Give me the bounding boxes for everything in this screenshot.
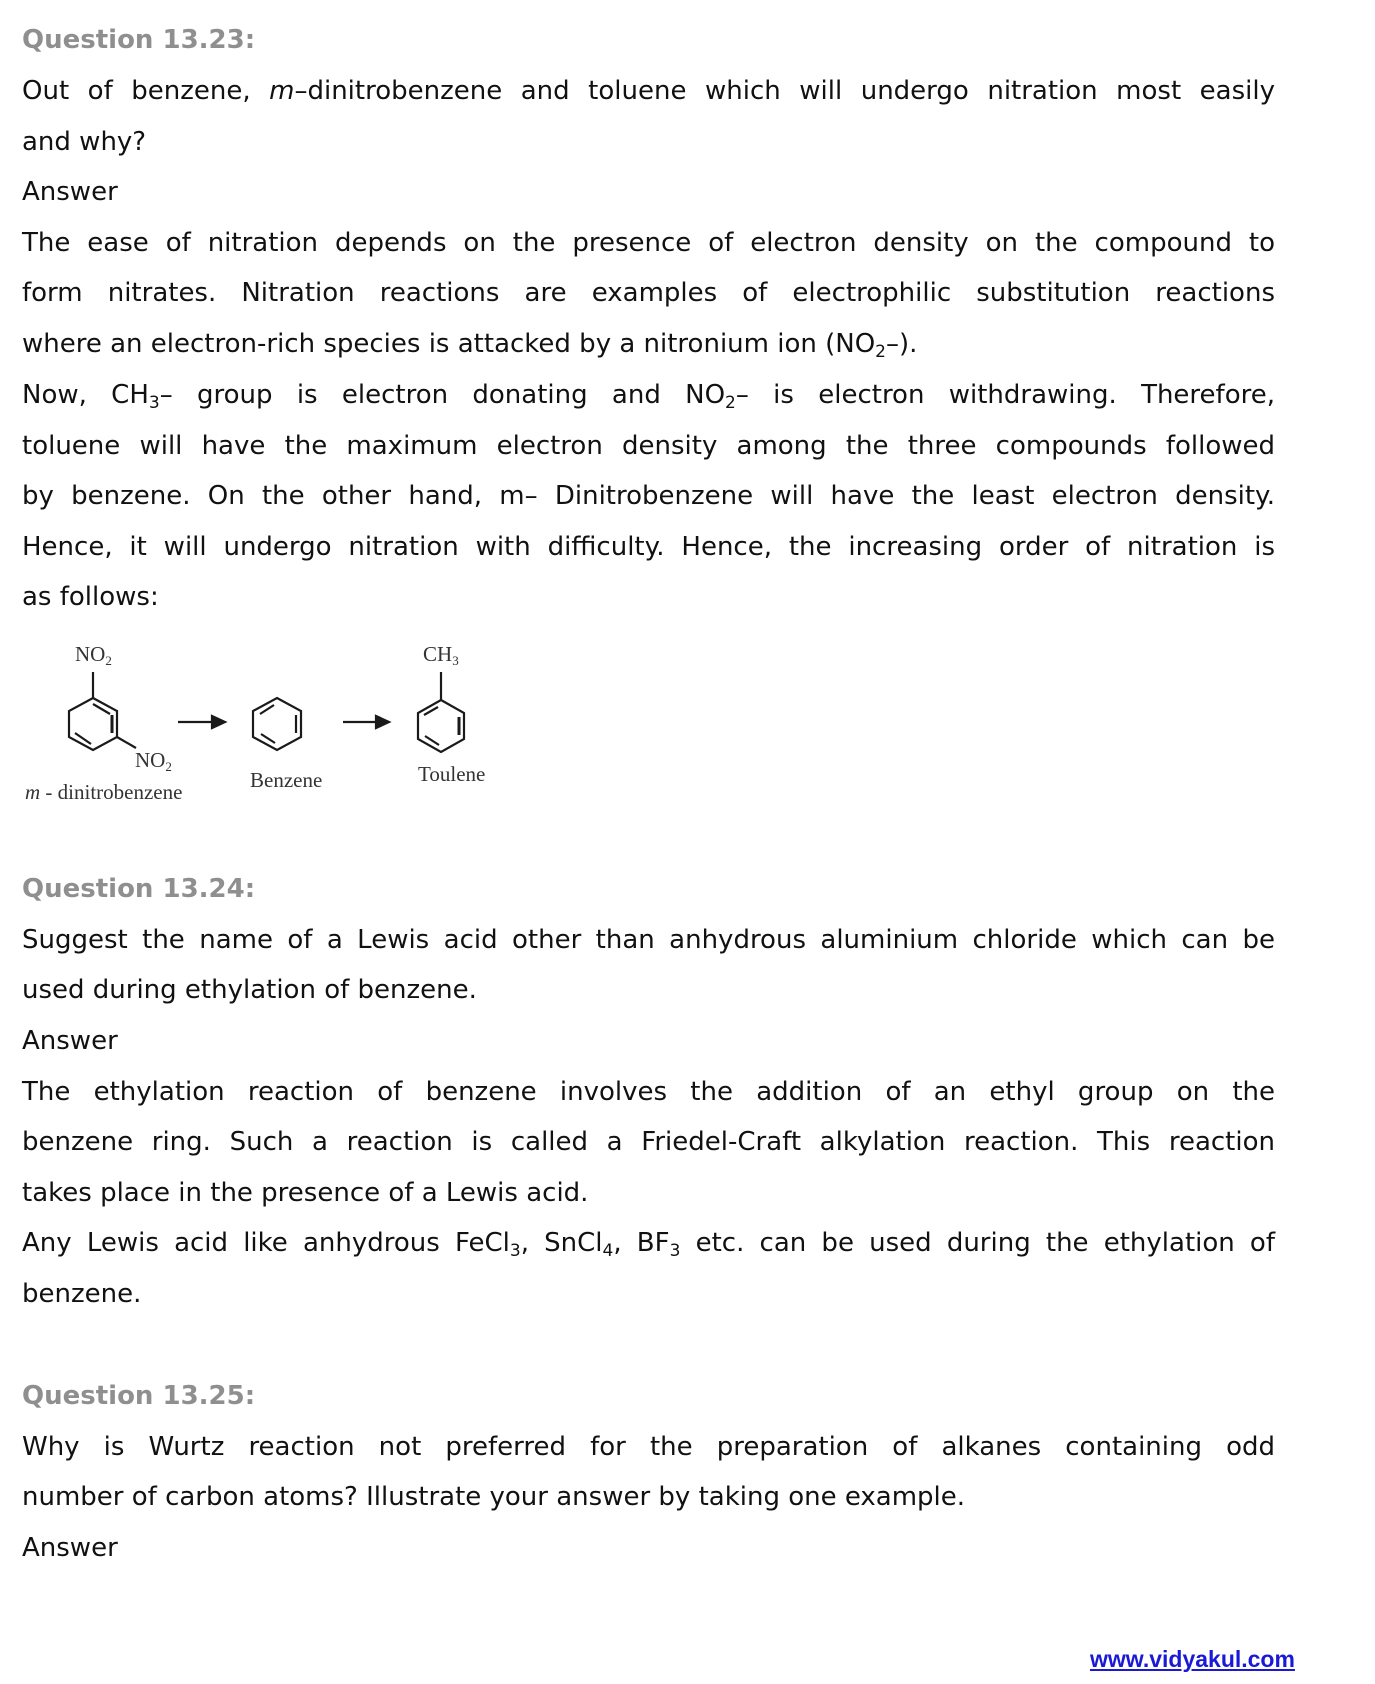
substituent-no2-meta	[135, 748, 172, 773]
answer-text: takes place in the presence of a Lewis acid.	[22, 1178, 589, 1208]
answer-text: benzene ring. Such a reaction is called a Friedel-Craft alkylation reaction. This reaction	[22, 1127, 1275, 1157]
answer-label: Answer	[22, 177, 118, 207]
answer-text	[22, 1227, 1275, 1259]
subscript: 2	[725, 393, 736, 413]
answer-text	[22, 328, 1275, 360]
italic-text: m	[269, 76, 295, 106]
question-text: Why is Wurtz reaction not preferred for the preparation of alkanes containing odd	[22, 1432, 1275, 1462]
subscript: 3	[509, 1241, 521, 1261]
answer-text: by benzene. On the other hand, m– Dinitrobenzene will have the least electron density.	[22, 481, 1275, 511]
answer-label: Answer	[22, 1026, 118, 1056]
text-segment: etc. can be used during the ethylation of	[680, 1228, 1275, 1258]
question-text: number of carbon atoms? Illustrate your answer by taking one example.	[22, 1482, 966, 1512]
subscript: 2	[875, 342, 886, 362]
text-segment: Now, CH	[22, 380, 149, 410]
m-dinitrobenzene-ring	[69, 672, 136, 750]
formula-text: CH	[423, 642, 453, 666]
nitration-order-diagram	[0, 620, 560, 820]
subscript: 2	[105, 653, 112, 668]
italic-text: m	[25, 780, 41, 804]
compound-label-m-dinitrobenzene	[25, 780, 182, 805]
question-header: Question 13.25:	[22, 1381, 256, 1411]
text-segment: Out of benzene,	[22, 76, 270, 106]
text-segment: where an electron-rich species is attacked by a nitronium ion (NO	[22, 329, 876, 359]
text-segment: – is electron withdrawing. Therefore,	[735, 380, 1275, 410]
substituent-ch3	[423, 642, 459, 667]
text-segment: , SnCl	[520, 1228, 603, 1258]
answer-text: The ethylation reaction of benzene involves the addition of an ethyl group on the	[22, 1077, 1275, 1107]
text-segment: , BF	[613, 1228, 670, 1258]
answer-text	[22, 379, 1275, 411]
question-text: Suggest the name of a Lewis acid other than anhydrous aluminium chloride which can be	[22, 925, 1275, 955]
subscript: 3	[669, 1241, 681, 1261]
text-segment: Any Lewis acid like anhydrous FeCl	[22, 1228, 510, 1258]
answer-text: Hence, it will undergo nitration with difficulty. Hence, the increasing order of nitration is	[22, 532, 1275, 562]
answer-text: The ease of nitration depends on the presence of electron density on the compound to	[22, 228, 1275, 258]
formula-text: NO	[135, 748, 166, 772]
question-text: and why?	[22, 127, 147, 157]
subscript: 2	[165, 759, 172, 774]
text-segment: –dinitrobenzene and toluene which will undergo nitration most easily	[294, 76, 1275, 106]
answer-text: as follows:	[22, 582, 159, 612]
compound-label-benzene: Benzene	[250, 768, 323, 792]
question-header: Question 13.23:	[22, 25, 256, 55]
benzene-ring	[253, 698, 301, 750]
arrow-icon	[343, 716, 389, 728]
subscript: 3	[148, 393, 160, 413]
question-text: used during ethylation of benzene.	[22, 975, 477, 1005]
bond-line	[117, 737, 136, 748]
vidyakul-website-link[interactable]: www.vidyakul.com	[1090, 1646, 1295, 1672]
answer-text: form nitrates. Nitration reactions are examples of electrophilic substitution reactions	[22, 278, 1275, 308]
arrow-icon	[178, 716, 225, 728]
answer-text: toluene will have the maximum electron density among the three compounds followed	[22, 431, 1275, 461]
formula-text: NO	[75, 642, 106, 666]
substituent-no2-top	[75, 642, 112, 667]
answer-text: benzene.	[22, 1279, 142, 1309]
compound-label-toluene: Toulene	[418, 762, 486, 786]
toluene-ring	[418, 672, 464, 752]
subscript: 3	[452, 653, 459, 668]
question-text	[22, 75, 1275, 107]
text-segment: – group is electron donating and NO	[159, 380, 726, 410]
answer-label: Answer	[22, 1533, 118, 1563]
text-segment: - dinitrobenzene	[40, 780, 183, 804]
question-header: Question 13.24:	[22, 874, 256, 904]
text-segment: –).	[886, 329, 918, 359]
subscript: 4	[602, 1241, 614, 1261]
